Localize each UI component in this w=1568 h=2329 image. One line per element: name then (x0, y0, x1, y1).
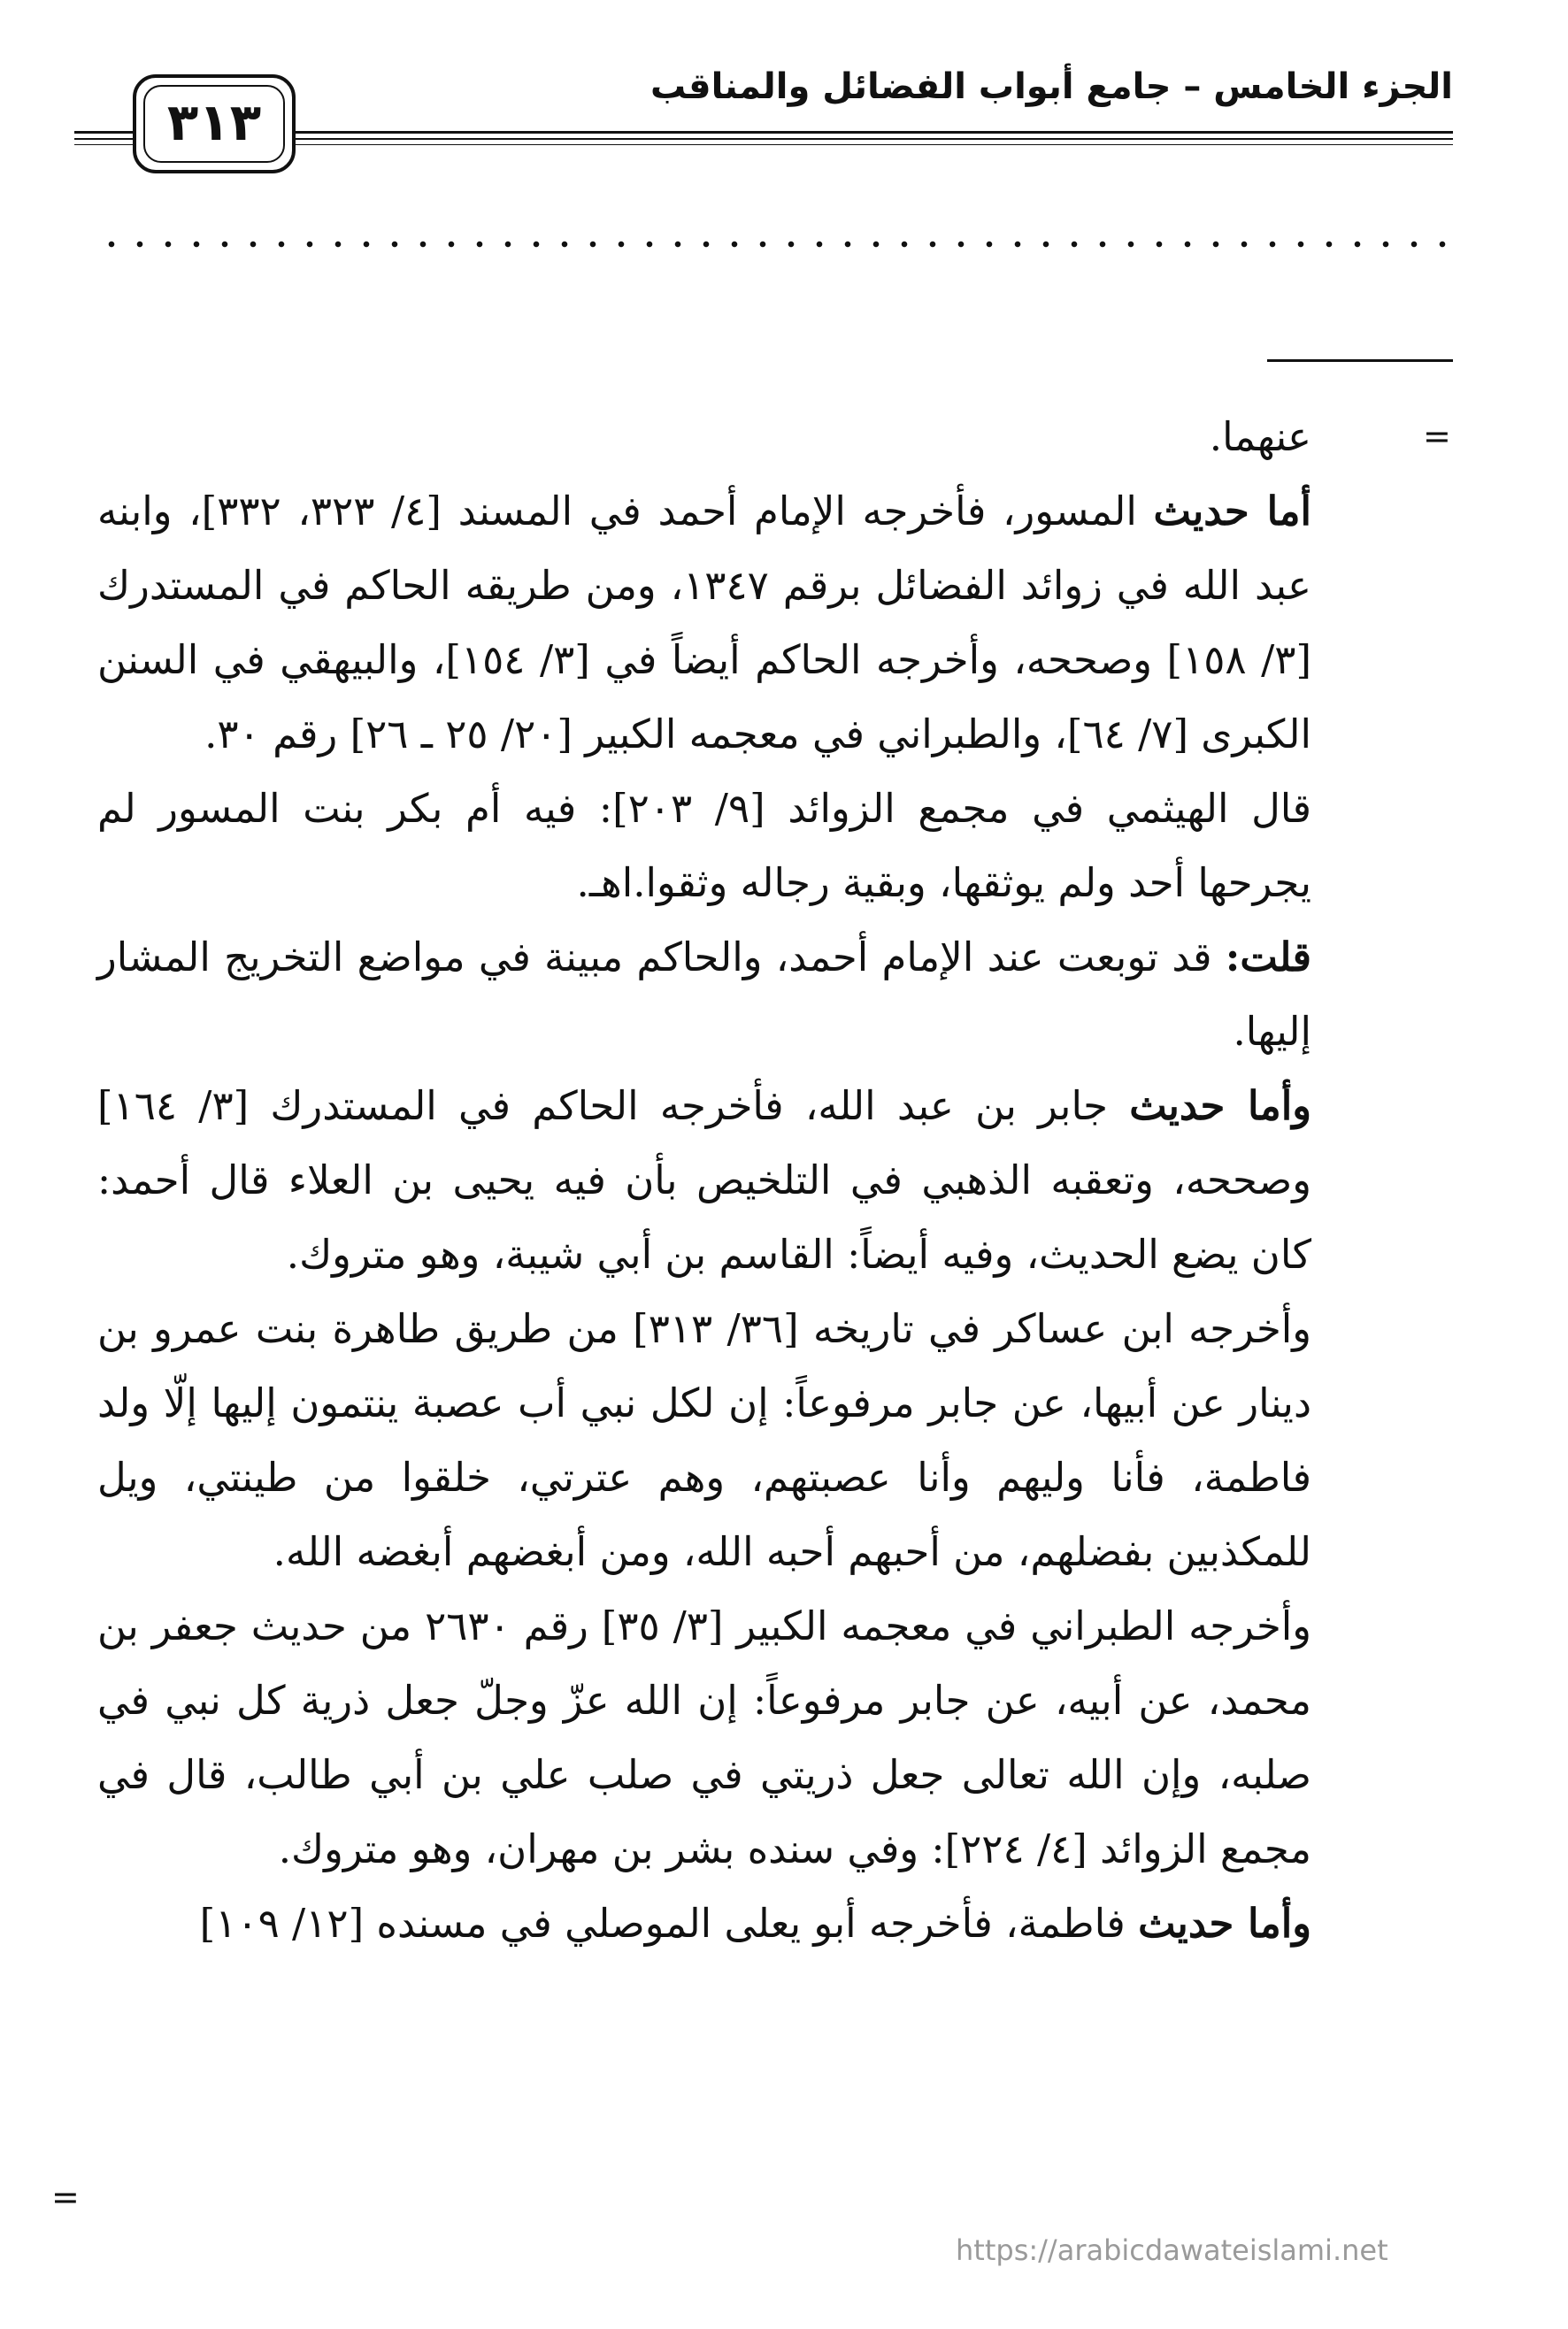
paragraph-lead: وأما حديث (1129, 1082, 1311, 1129)
paragraph-lead: أما حديث (1153, 488, 1311, 534)
page-number: ٣١٣ (166, 92, 262, 152)
paragraph (97, 920, 1311, 1069)
dotted-separator (97, 239, 1453, 250)
paragraph (97, 1292, 1311, 1589)
paragraph-text: فاطمة، فأخرجه أبو يعلى الموصلي في مسنده [١٢/ ١٠٩] (199, 1900, 1139, 1947)
body-text (97, 400, 1311, 1961)
paragraph-text: وأخرجه الطبراني في معجمه الكبير [٣/ ٣٥] رقم ٢٦٣٠ من حديث جعفر بن محمد، عن أبيه، عن جابر مرفوعاً: إن الله عزّ وجلّ جعل ذرية كل نبي في صلبه، وإن الله تعالى جعل ذريتي في صلب علي بن أبي طالب، قال في مجمع الزوائد [٤/ ٢٢٤]: وفي سنده بشر بن مهران، وهو متروك. (97, 1603, 1312, 1872)
paragraph (97, 1887, 1311, 1961)
paragraph-text: قال الهيثمي في مجمع الزوائد [٩/ ٢٠٣]: فيه أم بكر بنت المسور لم يجرحها أحد ولم يوثقها، وبقية رجاله وثقوا.اهـ. (97, 785, 1311, 906)
paragraph-text: جابر بن عبد الله، فأخرجه الحاكم في المستدرك [٣/ ١٦٤] وصححه، وتعقبه الذهبي في التلخيص بأن فيه يحيى بن العلاء قال أحمد: كان يضع الحديث، وفيه أيضاً: القاسم بن أبي شيبة، وهو متروك. (97, 1082, 1311, 1278)
paragraph-text: عنهما. (1209, 413, 1311, 460)
paragraph-text: المسور، فأخرجه الإمام أحمد في المسند [٤/ ٣٢٣، ٣٣٢]، وابنه عبد الله في زوائد الفضائل برقم ١٣٤٧، ومن طريقه الحاكم في المستدرك [٣/ ١٥٨] وصححه، وأخرجه الحاكم أيضاً في [٣/ ١٥٤]، والبيهقي في السنن الكبرى [٧/ ٦٤]، والطبراني في معجمه الكبير [٢٠/ ٢٥ ـ ٢٦] رقم ٣٠. (97, 488, 1312, 757)
page-number-frame (133, 74, 296, 173)
continuation-mark-bottom: = (51, 2178, 80, 2217)
paragraph-lead: قلت: (1225, 934, 1311, 980)
paragraph-lead: وأما حديث (1138, 1900, 1311, 1947)
watermark-link[interactable]: https://arabicdawateislami.net (956, 2233, 1388, 2267)
paragraph (97, 772, 1311, 920)
footnote-rule (1267, 359, 1453, 362)
paragraph (97, 1069, 1311, 1292)
paragraph (97, 474, 1311, 772)
paragraph-text: قد توبعت عند الإمام أحمد، والحاكم مبينة في مواضع التخريج المشار إليها. (97, 934, 1311, 1055)
running-title: الجزء الخامس – جامع أبواب الفضائل والمناقب (650, 66, 1453, 107)
paragraph (97, 400, 1311, 474)
paragraph (97, 1589, 1311, 1887)
paragraph-text: وأخرجه ابن عساكر في تاريخه [٣٦/ ٣١٣] من طريق طاهرة بنت عمرو بن دينار عن أبيها، عن جابر مرفوعاً: إن لكل نبي أب عصبة ينتمون إليها إلّا ولد فاطمة، فأنا وليهم وأنا عصبتهم، وهم عترتي، خلقوا من طينتي، ويل للمكذبين بفضلهم، من أحبهم أحبه الله، ومن أبغضهم أبغضه الله. (97, 1305, 1311, 1575)
continuation-mark-top: = (1423, 417, 1451, 456)
